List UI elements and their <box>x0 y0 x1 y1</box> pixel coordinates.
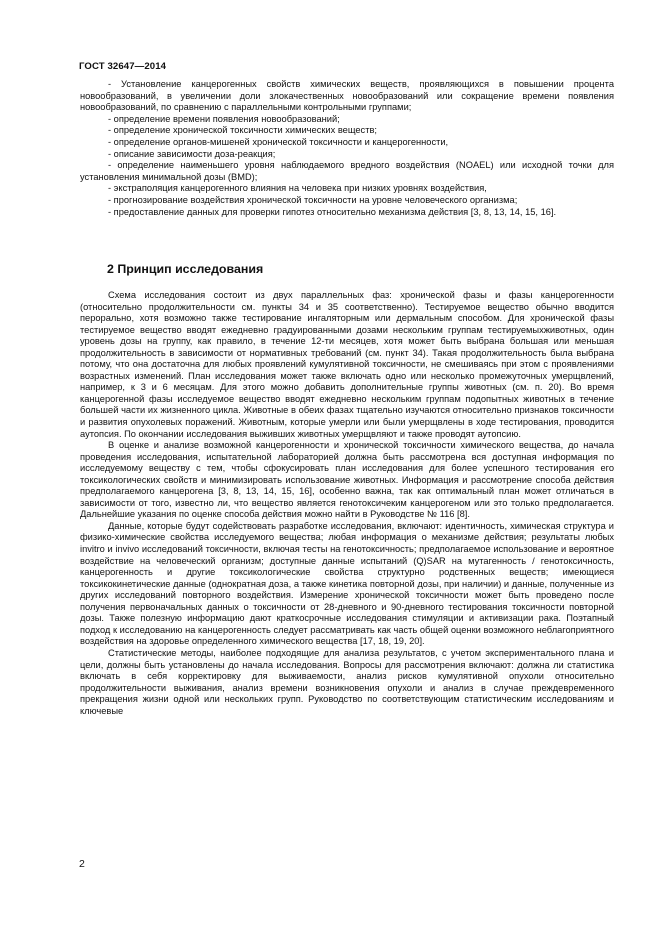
list-item: - экстраполяция канцерогенного влияния на человека при низких уровнях воздействия, <box>108 183 487 194</box>
list-item: - Установление канцерогенных свойств химических веществ, проявляющихся в повышении процента новообразований, в увеличении доли злокачественных новообразований или сокращение времени появления новообразований, по сравнению с параллельными контрольными группами; <box>80 79 614 113</box>
list-item: - описание зависимости доза-реакция; <box>108 148 276 159</box>
document-code-header: ГОСТ 32647—2014 <box>79 61 167 72</box>
paragraph: Данные, которые будут содействовать разработке исследования, включают: идентичность, химическая структура и физико-химические свойства исследуемого вещества; любая информация о механизме действия; результаты любых invitro и invivo исследований токсичности, включая тесты на генотоксичность; предполагаемое использование и вероятное воздействие на человеческий организм; доступные данные испытаний (Q)SAR на мутагенность / генотоксичность, канцерогенность и другие токсикологические свойства структурно родственных веществ; имеющиеся токсикокинетические данные (однократная доза, а также кинетика повторной дозы, при наличии) и данные, полученные из других исследований повторного воздействия. Измерение хронической токсичности может быть проведено после получения первоначальных данных о токсичности от 28-дневного и 90-дневного тестирования токсичности повторной дозы. Также полезную информацию дают краткосрочные исследования стимуляции и активизации рака. Поэтапный подход к исследованию на канцерогенность следует рассматривать как часть общей оценки возможного неблагоприятного воздействия на здоровье определенного химического вещества [17, 18, 19, 20]. <box>80 520 614 647</box>
list-item: - предоставление данных для проверки гипотез относительно механизма действия [3, 8, 13, 14, 15, 16]. <box>108 206 557 217</box>
paragraph: Статистические методы, наиболее подходящие для анализа результатов, с учетом экспериментального плана и цели, должны быть установлены до начала исследования. Вопросы для рассмотрения включают: должна ли статистика включать в себя корректировку для выживаемости, анализ рисков кумулятивной опухоли относительно продолжительности выживания, анализ времени возникновения опухоли и анализ в случае преждевременного прекращения жизни одной или нескольких групп. Руководство по соответствующим статистическим исследованиям и ключевые <box>80 647 614 716</box>
list-item: - определение времени появления новообразований; <box>108 113 340 124</box>
section-heading: 2 Принцип исследования <box>107 262 264 276</box>
list-item: - определение хронической токсичности химических веществ; <box>108 125 377 136</box>
objectives-list <box>80 79 614 218</box>
section-body <box>80 290 614 717</box>
paragraph: В оценке и анализе возможной канцерогенности и хронической токсичности химического вещества, до начала проведения исследования, испытательной лабораторией должна быть рассмотрена вся доступная информация по исследуемому веществу с тем, чтобы сфокусировать план исследования для более успешного тестирования его токсикологических свойств и минимизировать использование животных. Информация и рассмотрение способа действия предполагаемого канцерогена [3, 8, 13, 14, 15, 16], особенно важна, так как оптимальный план может отличаться в зависимости от того, известно ли, что вещество является генотоксичеким канцерогеном или это только предполагается. Дальнейшие указания по оценке способа действия можно найти в Руководстве № 116 [8]. <box>80 440 614 520</box>
list-item: - определение наименьшего уровня наблюдаемого вредного воздействия (NOAEL) или исходной точки для установления минимальной дозы (BMD); <box>80 160 614 182</box>
page-number: 2 <box>79 858 85 870</box>
paragraph: Схема исследования состоит из двух параллельных фаз: хронической фазы и фазы канцерогенности (относительно продолжительности см. пункты 34 и 35 соответственно). Тестируемое вещество обычно вводится перорально, хотя возможно также тестирование ингаляторным или дермальным способом. Для хронической фазы тестируемое вещество вводят ежедневно градуированными дозами нескольким группам тестируемыхживотных, один уровень дозы на группу, как правило, в течение 12-ти месяцев, хотя может быть выбрана большая или меньшая продолжительность в зависимости от нормативных требований (см. пункт 34). Такая продолжительность была выбрана потому, что она достаточна для любых проявлений кумулятивной токсичности, не смешиваясь при этом с проявлениями возрастных изменений. План исследования может также включать одно или несколько промежуточных умерщвлений, например, к 3 и 6 месяцам. Для этого можно добавить дополнительные группы животных (см. п. 20). Во время канцерогенной фазы исследуемое вещество вводят ежедневно нескольким группам подопытных животных в течение большей части их жизненного цикла. Животные в обеих фазах тщательно изучаются относительно признаков токсичности и развития опухолевых поражений. Животным, которые умерли или были умерщвлены в ходе тестирования, проводится аутопсия. По окончании исследования выживших животных умерщвляют и также проводят аутопсию. <box>80 290 614 439</box>
list-item: - определение органов-мишеней хронической токсичности и канцерогенности, <box>108 136 449 147</box>
list-item: - прогнозирование воздействия хронической токсичности на уровне человеческого организма; <box>108 194 518 205</box>
